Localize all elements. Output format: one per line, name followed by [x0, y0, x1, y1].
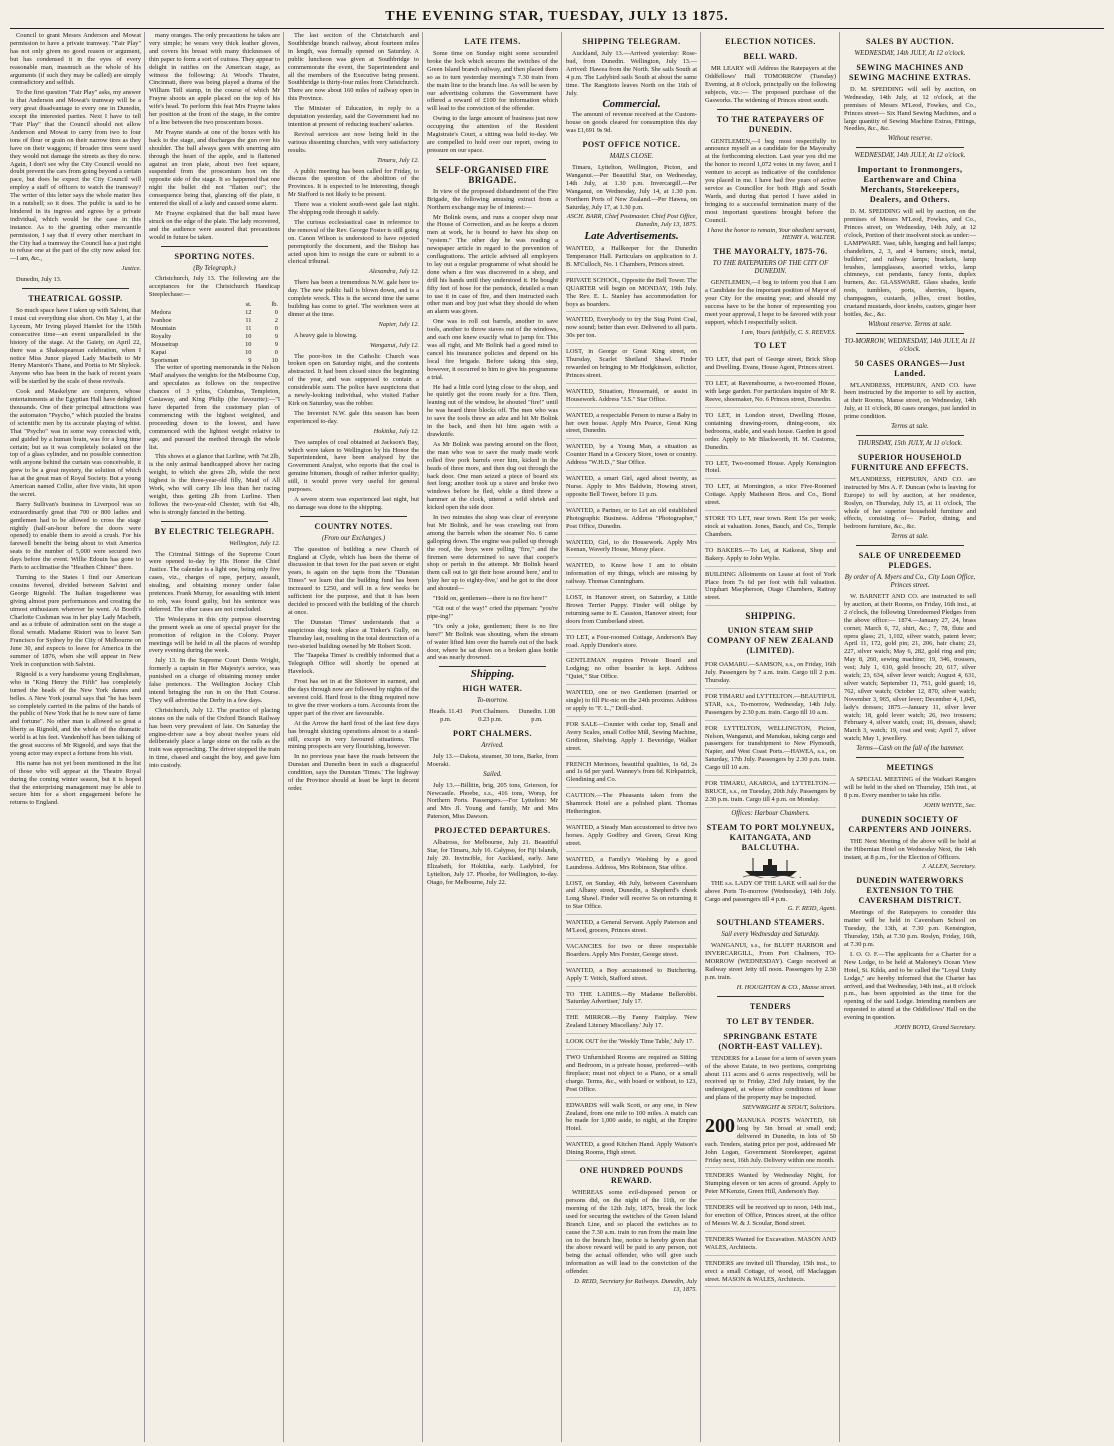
meeting-3-text: Meetings of the Ratepayers to consider this matter will be held in Caversham School on Tuesday, the 13th, at 7.30 p.m. Kensington, Thursday, 15th, at 7.30 p.m. Roslyn, Friday, 16th, at 7.30 p.m.	[844, 909, 976, 948]
divider	[161, 246, 268, 247]
auction-1-heading: SEWING MACHINES AND SEWING MACHINE EXTRAS.	[849, 62, 971, 82]
tide-cell: Dunedin. 1.08 p.m.	[518, 708, 556, 724]
divider	[856, 545, 964, 546]
manuka-number: 200	[705, 1115, 735, 1138]
bell-ward-heading: BELL WARD.	[743, 52, 798, 61]
handicap-cell: 10	[245, 348, 252, 356]
fire-brigade-paragraph: Mr Bolink owns, and runs a cooper shop near the House of Correction, and as he keeps a dozen men at work, he is bound to have his shop on "system." The other day he was reading a newspaper article in regard to the prevention of conflagrations. The article advised all employers to lay out a regular programme of what should be done when a fire was discovered in a shop, and drill his hands until they understood it. He bought fifty feet of hose for the penstock, detailed a man to use it in case of fire, and then instructed each other man and boy just what they should do when an alarm was given.	[427, 213, 558, 316]
theatrical-gossip-heading: THEATRICAL GOSSIP.	[28, 294, 123, 304]
handicap-cell: 11	[245, 317, 252, 324]
meeting-2-heading: DUNEDIN SOCIETY OF CARPENTERS AND JOINERS.	[848, 814, 972, 834]
auction-4-sign: Terms at sale.	[891, 533, 929, 541]
classified-ad: WANTED, a respectable Person to nurse a Baby in her own house. Apply Mrs Pearce, Great King street, Dunedin.	[566, 410, 697, 440]
handicap-row	[149, 309, 280, 317]
auction-3-text: M'LANDRESS, HEPBURN, AND CO. have been instructed by the importer to sell by auction, at their Rooms, Manse street, on Wednesday, 14th July, at 11 o'clock, 80 cases oranges, just landed in prime condition.	[844, 381, 976, 421]
meeting-1-text: A SPECIAL MEETING of the Waikari Rangers will be held in the shed on Thursday, 15th inst., at 8 p.m. Every member to take his rifle.	[844, 776, 976, 799]
handicap-cell: Mousetrap	[151, 340, 179, 348]
divider	[856, 333, 964, 334]
column-6	[705, 32, 840, 1442]
handicap-cell: 9	[274, 332, 278, 340]
sailed-text: July 13.—Billitin, brig, 205 tons, Grierson, for Newcastle. Phoebe, s.s., 416 tons, Worsp, for Northern Ports. Passengers.—For Lyttelton: Mr and Mrs Jl. Young and family, Mr and Mrs Paterson, Miss Dawson.	[427, 781, 558, 821]
handicap-cell: Sportsman	[151, 356, 179, 364]
hokitika-place: Hokitika, July 12.	[373, 427, 419, 435]
auction-4-text: M'LANDRESS, HEPBURN, AND CO. are instructed by Mrs A. F. Duncan (who is leaving for Europe) to sell by auction, at her residence, Roslyn, on Thursday, July 15, at 11 o'clock, The whole of her superior household furniture and effects, consisting of— Parlor, dining, and bedroom furniture, &c., &c.	[844, 475, 976, 531]
news-paragraph: There was a violent south-west gale last night. The shipping rode through it safely.	[288, 201, 419, 217]
ratepayers-text: GENTLEMEN,—I beg most respectfully to announce myself as a candidate for the Mayoralty at the forthcoming election. Last year you did me the honor to record 1,072 votes in my favor, and I venture to accept as indicative of the confidence you placed in me. I have had five years of active service as Councillor for both High and South Wards, and during that period I have aided in bringing to a successful termination many of the most important questions brought before the Council.	[705, 137, 836, 224]
late-items-heading: LATE ITEMS.	[464, 37, 521, 46]
southland-sub: Sail every Wednesday and Saturday.	[721, 931, 820, 939]
gossip-paragraph: Cook and Maskelyne are conjurers, whose entertainments at the Egyptian Hall have delighted thousands. One of their principal attractions was the automaton "Psycho," which puzzled the brains of scientific men by its accurate playing of whist. That "Psycho" was in some way connected with, and guided by a human brain, was for a long time certain; but as it was completely isolated on the top of a glass cylinder, and no possible connection with anyone behind the curtain was conceivable, it grew to be a great mystery, the solution of which has at the great man of Royal Society. But a young American named Collie, after five visits, hit upon the secret.	[10, 388, 141, 498]
shipping-telegram-heading: SHIPPING TELEGRAM.	[582, 37, 681, 46]
classified-ad: WANTED, Situation, Housemaid, or assist in Housework. Address "J.S." Star Office.	[566, 386, 697, 408]
reward-heading: ONE HUNDRED POUNDS REWARD.	[579, 1166, 684, 1186]
timaru-place: Timaru, July 12.	[377, 156, 419, 164]
classified-ad: EDWARDS will walk Scott, or any one, in New Zealand, from one mile to 100 miles. A match can be made for 1,000 aside, to night, at the Empire Hotel.	[566, 1100, 697, 1138]
divider	[161, 521, 268, 522]
springbank-signature: SIEVWRIGHT & STOUT, Solicitors.	[742, 1104, 836, 1112]
tender-ad: TENDERS are invited till Thursday, 15th inst., to erect a small Cottage, of wood, off Maclaggan street. MASON & WALES, Architects.	[705, 1258, 836, 1288]
classified-ad: WANTED, a Hallkeeper for the Dunedin Temperance Hall. Particulars on application to J. B. M'Culloch, No. 1 Chambers, Princes street.	[566, 243, 697, 273]
handicap-header-cell: st.	[245, 301, 252, 309]
reward-text: WHEREAS some evil-disposed person or persons did, on the night of the 11th, or the morning of the 12th July, 1875, break the lock used for securing the switches of the Green Island Branch Line, and so placed the switches as to cause the 7.30 a.m. train to run from the main line on to the branch line, notice is hereby given that the above reward will be paid to any person, not being the actual offender, who will give such information as will lead to the conviction of the offender.	[566, 1189, 697, 1276]
union-steamship-heading: UNION STEAM SHIP COMPANY OF NEW ZEALAND (LIMITED).	[707, 626, 834, 656]
handicap-header-cell	[149, 301, 227, 309]
country-note-paragraph: In no previous year have the roads between the Dunstan and Dunedin been in such a disgraceful condition, says the Dunstan 'Times.' The highway of the Province should at least be kept in decent order.	[288, 753, 419, 792]
auction-5-sign: Terms—Cash on the fall of the hammer.	[856, 745, 964, 753]
classified-ad: TWO Unfurnished Rooms are required as Sitting and Bedroom, in a private house, preferred—with fireplace; must not object to a Piano, or a small charge. Terms, &c., with board or without, to 123, Post Office.	[566, 1052, 697, 1098]
column-1	[10, 32, 145, 1442]
country-note-paragraph: At the Arrow the hard frost of the last few days has brought sluicing operations almost to a stand-still, except in very favoured situations. The mining prospects are very flourishing, however.	[288, 719, 419, 751]
auction-1-sign: Without reserve.	[887, 135, 933, 143]
gossip-continued	[149, 32, 280, 242]
fire-brigade-paragraph: "Git out o' the way!" cried the pipeman: "you're pipe-ing!"	[427, 605, 558, 620]
letter-paragraph: Council to grant Messrs Anderson and Mowat permission to have a private tramway. "Fair Play" has not only given no good reason or argument, but has condensed it in the eyes of every reasonable man, inasmuch as the whole of his arguments (if such they may be called) are simply contradictory and selfish.	[10, 32, 141, 87]
telegraph-body	[149, 551, 280, 770]
handicap-cell: 10	[271, 356, 278, 364]
classified-ad: WANTED, a Steady Man accustomed to drive two horses. Apply Godfrey and Green, Great King street.	[566, 822, 697, 852]
projected-departures-heading: PROJECTED DEPARTURES.	[434, 826, 551, 836]
gossip-paragraph: Mr Frayne stands at one of the boxes with his back to the stage, and discharges the gun over his shoulder. The ball always goes with unerring aim through the heart of the apple, and is flattened against an iron plate, about two feet square, suspended from the proscenium box on the opposite side of the stage. It so happened that one night the bullet did not "flatten out"; the consequence being that, glancing off the plate, it entered the skull of a lady and caused some alarm.	[149, 128, 280, 208]
tenders-heading: TENDERS	[749, 1001, 792, 1011]
letter-signature: Justice.	[121, 265, 141, 273]
fire-brigade-paragraph: As Mr Bolink was pawing around on the floor, the man who was to save the ready made work rolled five pork barrels over him, kicked in the heads of three more, and then dug out through the back door. One man seized a piece of board six feet long; another took up a stave and broke two windows before he fled, while a third threw a hammer at the clock, uttered a wild shriek and kicked open the side door.	[427, 440, 558, 512]
tide-row	[427, 708, 558, 724]
news-paragraph: The curious ecclesiastical case in reference to the removal of the Rev. George Foster is still going on. Canon Wilson is understood to have rejected peremptorily the document, and the Bishop has acted upon him to resign the cure or submit to a clerical tribunal.	[288, 218, 419, 266]
mayoralty-heading: THE MAYORALTY, 1875-76.	[713, 247, 828, 257]
sailing-ad: FOR TIMARU, AKAROA, and LYTTELTON.—BRUCE, s.s., on Tuesday, 20th July. Passengers by 2.30 p.m. train. Cargo till 4 p.m. on Monday.	[705, 778, 836, 808]
auction-2-date: WEDNESDAY, 14th JULY, At 12 o'clock.	[854, 152, 966, 160]
fire-brigade-body	[427, 188, 558, 663]
classified-ad: CAUTION.—The Pheasants taken from the Shamrock Hotel are a polished plant. Thomas Hetherington.	[566, 790, 697, 820]
handicap-row	[149, 341, 280, 349]
tide-cell: Port Chalmers. 0.23 p.m.	[471, 708, 510, 724]
letter-paragraph: To the first question "Fair Play" asks, my answer is that Anderson and Mowat's tramway will be a very great disadvantage to every one in Dunedin, except the interested parties. Next I have to tell "Fair Play" that the Council should not allow Anderson and Mowat to carry from two to four tons of flour or grain on their narrow tires as they have on their waggons; if broader tires were used they would not damage the streets as they do now. Again, I don't see why the City Council would no doubt prevent the cars from going beyond a certain pace, but does he expect the City Council will employ a staff of officers to watch the tramway? The writer of this letter says the whole matter lies in a nutshell; so it does. The public is said to be hindered in its ingress and egress by a private individual, which would be the case in this instance. As to the granting other mercantile permission, I say that if every other merchant in the City had a tramway the Council has a just right to refuse one at the part of the city now asked for.—I am, &c.,	[10, 89, 141, 263]
telegraph-heading: BY ELECTRIC TELEGRAPH.	[154, 526, 275, 536]
classified-ad: WANTED, Girl, to do Housework. Apply Mrs Keenan, Waverly House, Moray place.	[566, 537, 697, 559]
classified-ad: WANTED, a General Servant. Apply Paterson and M'Leod, grocers, Princes street.	[566, 917, 697, 939]
post-office-heading: POST OFFICE NOTICE.	[582, 140, 681, 150]
projected-departures-text: Albatross, for Melbourne, July 21. Beautiful Star, for Timaru, July 16. Calypso, for Fiji Islands, July 20. Invincible, for Auckland, early. Jane Elizabeth, for Hokitika, early. Ladybird, for Lyttelton, July 17. Phoebe, for Wellington, to-day. Otago, for Melbourne, July 22.	[427, 839, 558, 886]
meeting-1-sign: JOHN WHYTE, Sec.	[923, 801, 976, 809]
tide-table	[427, 708, 558, 724]
to-let-ad: TO LET, at Ravensbourne, a two-roomed House, with large garden. For particulars inquire of Mr R. Reeve, shoemaker, No. 6 Princes street, Dunedin.	[705, 378, 836, 408]
springbank-heading: SPRINGBANK ESTATE (NORTH-EAST VALLEY).	[718, 1031, 823, 1051]
to-let-ad: TO LET, that part of George street, Brick Shop and Dwelling. Evans, House Agent, Princes street.	[705, 354, 836, 376]
handicap-header-row	[149, 301, 280, 309]
tender-ads-list	[705, 1170, 836, 1287]
classified-ad: WANTED, Everybody to try the Stag Point Coal, now sound; better than ever. Delivered to all parts. 30s per ton.	[566, 314, 697, 344]
shipping-telegram-text: Auckland, July 13.—Arrived yesterday: Rose-bud, from Dunedin. Wellington, July 13.—Arrived: Hawea from the North. She sails South at 4 p.m. The Ladybird sails South at about the same time. The Rangitoto leaves North on the 16th of July.	[566, 50, 697, 97]
news-paragraph: There has been a tremendous N.W. gale here to-day. The new public hall is blown down, and is a complete wreck. This is the second time the same building has come to grief. The workmen were at dinner at the time.	[288, 279, 419, 318]
southland-heading: SOUTHLAND STEAMERS.	[716, 918, 825, 928]
column-5	[566, 32, 701, 1442]
reward-signature: D. REID, Secretary for Railways. Dunedin, July 13, 1875.	[574, 1278, 697, 1293]
handicap-cell: Medora	[151, 309, 171, 317]
handicap-cell: 0	[274, 348, 278, 356]
classified-ad: PRIVATE SCHOOL, Opposite the Bell Tower. The QUARTER will begin on MONDAY, 19th July. The Rev. E. L. Stanley has accommodation for boys as boarders.	[566, 275, 697, 313]
ratepayers-signature: I have the honor to remain, Your obedient servant, HENRY A. WALTER.	[707, 226, 836, 242]
hokitika-body	[288, 439, 419, 512]
fire-brigade-paragraph: "Hold on, gentlemen—there is no fire here!"	[433, 595, 547, 603]
classified-ad: FOR SALE—Counter with cedar top, Small and Avery Scales, small Coffee Mill, Sewing Machine, Gridiron, Shelving. Apply J. Beveridge, Walker street.	[566, 719, 697, 757]
country-note-paragraph: The Dunstan 'Times' understands that a suspicious dog took place at Tinker's Gully, on Thursday last, resulting in the total destruction of a two-storied building owned by Mr Robert Scott.	[288, 618, 419, 650]
alexandra-place: Alexandra, July 12.	[368, 268, 419, 276]
to-let-heading: TO LET	[754, 341, 787, 351]
handicap-table	[149, 301, 280, 364]
classified-ad: WANTED, a good Kitchen Hand. Apply Watson's Dining Rooms, High street.	[566, 1139, 697, 1161]
late-ads-list	[566, 243, 697, 1161]
country-note-paragraph: The question of building a new Church of England at Clyde, which has been the theme of discussion in that town for the past seven or eight years, is again on the tapis from the "Dunstan Times" we learn that the building fund has been increased to £250, and will in a few weeks be sufficient for the purpose, and that it has been decided to proceed with the building of the church at once.	[288, 545, 419, 616]
sailing-ad: FOR OAMARU.—SAMSON, s.s., on Friday, 16th July. Passengers by 7 a.m. train. Cargo till 2 p.m. Thursday.	[705, 659, 836, 689]
mayoralty-text: GENTLEMEN,—I beg to inform you that I am a Candidate for the important position of Mayor of your City for the ensuing year; and should my success have to be the honor of representing you meet your approval, I hope to be favored with your support, which I respectfully solicit.	[705, 279, 836, 326]
letter-body	[10, 32, 141, 263]
classified-ad: LOOK OUT for the 'Weekly Time Table,' July 17.	[566, 1036, 697, 1050]
meeting-2-sign: J. ALLEN, Secretary.	[922, 863, 976, 871]
shipping-heading-2: SHIPPING.	[745, 611, 796, 622]
auctions-heading: SALES BY AUCTION.	[865, 37, 954, 46]
telegraph-paragraph: Revival services are now being held in the various dissenting churches, with very satisfactory results.	[288, 130, 419, 154]
country-notes-heading: COUNTRY NOTES.	[314, 521, 393, 531]
arrived-text: July 13.—Dakota, steamer, 30 tons, Barke, from Moeraki.	[427, 752, 558, 768]
masthead	[10, 6, 1104, 29]
sailing-ad: FOR LYTTELTON, WELLINGTON, Picton, Nelson, Wanganui, and Manukau, taking cargo and passengers for transhipment to New Plymouth, Napier, and West Coast Ports.—HAWEA, s.s., on Saturday, 17th July. Passengers by 2.30 p.m. train. Cargo till 10 a.m.	[705, 723, 836, 776]
to-let-list	[705, 354, 836, 606]
handicap-cell: 11	[245, 324, 252, 332]
gossip-paragraph: Turning to the States I find our American cousins fevered, divided between Salvini and George Rignold. The Italian tragedienne was giving almost pure performances and creating the utmost enthusiasm wherever he went. At Booth's Charlotte Cushman was in her play Lady Macbeth, and as a tribute of admiration sent on the stage a floral wreath. Madame Ristori was to leave San Francisco for Sydney by the City of Melbourne on June 30, and expects to leave for America in the summer of 1876, when she will appear in New York in conjunction with Salvini.	[10, 574, 141, 668]
sporting-notes-heading: SPORTING NOTES.	[174, 251, 255, 261]
classified-ad: LOST, on Sunday, 4th July, between Caversham and Albany street, Dunedin, a Shepherd's cheek Long Shawl. Finder will receive 5s on returning it to Star Office.	[566, 878, 697, 916]
divider	[717, 109, 824, 110]
telegraph-continued	[288, 32, 419, 155]
election-notices-heading: ELECTION NOTICES.	[725, 37, 816, 46]
gossip-paragraph: many oranges. The only precautions he takes are very simple; he wears very thick leather gloves, and covers his breast with many thicknesses of thin paper to form a sort of cuirass. They appear to delight in ratifies on the American stage, as witness the following: At Wood's Theatre, Cincinnati, there was being played a drama of the William Tell stamp, in the course of which Mr Frayne shoots an apple placed on the top of his wife's head. To perform this feat Mrs Frayne takes her position at the front of the stage, in the centre of a line between the two proscenium boxes.	[149, 32, 280, 126]
telegraph-paragraph: Christchurch, July 12. The practice of placing stones on the rails of the Oxford Branch Railway has been very prevalent of late. On Saturday the engine-driver saw a boy about twelve years old deliberately place a large stone on the rails as the train was approaching. The driver stopped the train in time, chased and caught the boy, and gave him into custody.	[149, 706, 280, 770]
shipping-heading: Shipping.	[470, 668, 515, 681]
handicap-cell: Ivanhoe	[151, 317, 172, 324]
letter-place: Dunedin, July 13.	[16, 276, 62, 284]
gossip-paragraph: So much space have I taken up with Salvini, that I must cut everything else short. On May 1, at the Lyceum, Mr Irving played Hamlet for the 150th consecutive time—an event unparalleled in the history of the stage. At the Gaiety, on April 22, there was a Shakespearean celebration, when I notice Miss Junor played Lady Macbeth to Mr Henry Marston's Thane, and Portia to Mr Shylock. Anyone who has been in the back of recent years will be startled by the scale of these revivals.	[10, 307, 141, 386]
union-steamship-list	[705, 659, 836, 808]
country-note-paragraph: Frost has set in at the Shotover in earnest, and the days through now are followed by nights of the severest cold. Hard frost is the thing required now to give the river workers a turn. Accounts from the upper part of the river are favourable.	[288, 678, 419, 717]
classified-ad: GENTLEMAN requires Private Board and Lodging; no other boarder is kept. Address "Quiet," Star Office.	[566, 655, 697, 685]
classified-ad: WANTED, a Partner, or to Let an old established Photographic Business. Address "Photographer," Post Office, Dunedin.	[566, 505, 697, 535]
gossip-paragraph: Rignold is a very handsome young Englishman, who in "King Henry the Fifth" has completely turned the heads of the New York dames and belles. A New York journal says that "he has been so completely carried in the palms of the hands of the public of New York that he is now sure of fame and fortune". No other man is allowed so great a liberty as Rignold, and the whole of the dramatic world is at his feet. Vandenhoff has been talking of the great success of Mr Rignold, and says that the young actor may expect a fortune from his visit.	[10, 670, 141, 757]
classified-ad: WANTED, to Know how I am to obtain information of my things, which are missing by railway. Thomas Cunningham.	[566, 560, 697, 590]
telegraph-place: Wellington, July 12.	[229, 539, 280, 547]
high-water-sub: To-morrow.	[476, 697, 509, 705]
gossip-paragraph: Barry Sullivan's business in Liverpool was so extraordinarily great that 700 or 800 ladies and gentlemen had to be allowed to cross the stage nightly (half-an-hour before the doors were opened) to enable them to avoid a crush. For his farewell benefit the being about to visit America seats to the number of 5,000 were secured two days before the event. Willie Edouin has gone to Paris to acclimatise the "Heathen Chinee" there.	[10, 500, 141, 572]
sporting-paragraph: The writer of sporting memoranda in the Nelson 'Mail' analyses the weights for the Melbourne Cup, and speculates as follows on the respective chances of 3 yrlins, Columbus, Templeton, Castaway, and King Philip (the favourite):—"I have departed from the customary plan of commencing with the highest weighted, and proceeding down to the lowest, and have commenced with the lightest weight relative to age, and pursued the method through the whole list.	[149, 364, 280, 451]
auction-1-date: WEDNESDAY, 14th JULY, At 12 o'clock.	[854, 50, 966, 57]
sailed-heading: Sailed.	[483, 770, 502, 778]
timaru-body	[288, 168, 419, 267]
auction-1-text: D. M. SPEDDING will sell by auction, on Wednesday, 14th July, at 12 o'clock, at the premises of Messrs M'Leod, Fowkes, and Co., Princes street— Six Hand Sewing Machines, and a large quantity of Sewing Machine Extras, Fittings, Needles, &c., &c.	[844, 85, 976, 133]
newspaper-title: THE EVENING STAR, TUESDAY, JULY 13 1875.	[385, 9, 729, 24]
mails-close-heading: MAILS CLOSE.	[609, 153, 654, 161]
handicap-row	[149, 325, 280, 333]
news-paragraph: Two samples of coal obtained at Jackson's Bay, which were taken to Wellington by his Honor the Superintendent, have been analysed by the Government Analyst, who reports that the coal is genuine bitumen, though of rather inferior quality; still, it would prove very useful for general purposes.	[288, 438, 419, 494]
sailing-ad: FOR TIMARU and LYTTELTON.—BEAUTIFUL STAR, s.s., To-morrow, Wednesday, 14th July. Passengers by 2.30 p.m. train. Cargo till 10 a.m.	[705, 691, 836, 721]
to-let-ad: TO LET, in London street, Dwelling House, containing drawing-room, dining-room, six bedrooms, stable, and wash house. Garden in good order. Apply to Mr Blackworth, H. M. Customs, Dunedin.	[705, 410, 836, 456]
mayoralty-signature: I am, Yours faithfully, C. S. REEVES.	[741, 328, 836, 336]
to-let-ad: TO BAKERS.—To Let, at Kaikorai, Shop and Bakery. Apply to John Wylie.	[705, 545, 836, 567]
union-office: Offices: Harbour Chambers.	[731, 809, 810, 817]
auction-3-heading: 50 CASES ORANGES—Just Landed.	[854, 358, 966, 378]
meetings-heading: MEETINGS	[886, 763, 934, 773]
high-water-heading: HIGH WATER.	[462, 684, 523, 694]
handicap-cell: 10	[245, 332, 252, 340]
southland-text: WANGANUI, s.s., for BLUFF HARBOR and INVERCARGILL, From Port Chalmers, TO-MORROW (WEDNESDAY). Cargo received at Railway street Jetty till noon. Passengers by 2.30 p.m. train.	[705, 942, 836, 981]
wanganui-place: Wanganui, July 12.	[369, 341, 419, 349]
country-note-paragraph: The 'Taapeka Times' is credibly informed that a Telegraph Office will shortly be opened at Havelock.	[288, 652, 419, 676]
fire-brigade-paragraph: He had a little cord lying close to the shop, and he quietly got the room ready for a fire. Then, leaning out of the window, he shouted "fire!" until he was heard three blocks off. The men who was to save the tools threw an adze and hit Mr Bolink in the back, and then hit him again with a drawknife.	[427, 383, 558, 438]
sporting-byline: (By Telegraph.)	[193, 264, 236, 272]
fire-brigade-paragraph: "It's only a joke, gentlemen; there is no fire here!" Mr Bolink was shouting, when the stream of water lifted him over the barrels out of the back door, where he sat down on a broken glass bottle and was nearly drowned.	[427, 622, 558, 662]
telegraph-paragraph: The Criminal Sittings of the Supreme Court were opened to-day by His Honor the Chief Justice. The calendar is a light one, being only five cases, viz., charges of rape, perjury, assault, stealing, and obtaining money under false pretences. Frank Murray, for assaulting with intent to rob, was found guilty, but his sentence was deferred. The other cases are not concluded.	[149, 550, 280, 613]
fire-brigade-paragraph: One was to roll out barrels, another to save tools, another to throw staves out of the windows, and each one knew exactly what to jump for. This was all right, and Mr Bolink had a good mind to cancel his insurance policies and depend on his local fire brigade. Before taking this step, however, it occurred to him to give his programme a trial.	[427, 318, 558, 381]
handicap-cell: Royalty	[151, 332, 172, 340]
news-paragraph: A severe storm was experienced last night, but no damage was done to the shipping.	[288, 495, 419, 511]
fire-brigade-heading: SELF-ORGANISED FIRE BRIGADE.	[435, 164, 550, 185]
column-3	[288, 32, 423, 1442]
late-items-body	[427, 50, 558, 155]
news-paragraph: The poor-box in the Catholic Church was broken open on Saturday night, and the contents abstracted. It had been closed since the beginning of the year, and was supposed to contain a considerable sum. The police have suspicions that a newly-looking individual, who visited Father Kirk on Saturday, was the robber.	[288, 352, 419, 407]
classified-ad: LOST, in Hanover street, on Saturday, a Little Brown Terrier Puppy. Finder will oblige by returning same to E. Causton, Hanover street; four doors from Cumberland street.	[566, 592, 697, 630]
napier-place: Napier, July 12.	[378, 320, 419, 328]
port-chalmers-heading: PORT CHALMERS.	[452, 728, 533, 738]
divider	[856, 757, 964, 758]
auction-2-sign: Without reserve. Terms at sale.	[868, 320, 952, 328]
commercial-heading: Commercial.	[602, 98, 661, 111]
auction-5-heading: SALE OF UNREDEEMED PLEDGES.	[858, 551, 962, 571]
southland-signature: H. HOUGHTON & CO., Manse street.	[736, 983, 836, 991]
auction-2-heading: Important to Ironmongers, Earthenware and China Merchants, Storekeepers, Dealers, and Others.	[857, 165, 963, 205]
to-let-by-tender-heading: TO LET BY TENDER.	[726, 1016, 815, 1026]
tide-cell: Heads. 11.43 p.m.	[429, 708, 463, 724]
columns	[10, 32, 1106, 1442]
country-notes-body	[288, 546, 419, 793]
handicap-cell: 0	[274, 324, 278, 332]
molyneux-signature: G. F. REID, Agent.	[787, 905, 836, 913]
country-notes-byline: (From our Exchanges.)	[321, 534, 386, 542]
arrived-heading: Arrived.	[481, 741, 504, 749]
handicap-row	[149, 317, 280, 325]
handicap-cell: 12	[245, 309, 252, 317]
classified-ad: WANTED, one or two Gentlemen (married or single) to fill Pic-nic on the 24th proximo. Address or apply to "F. L.," Drill-shed.	[566, 687, 697, 717]
sporting-intro: Christchurch, July 13. The following are the acceptances for the Christchurch Handicap Steeplechase:—	[149, 275, 280, 299]
handicap-cell: 2	[274, 317, 278, 324]
divider	[856, 435, 964, 436]
tender-ad: TENDERS Wanted for Excavation. MASON AND WALES, Architects.	[705, 1234, 836, 1256]
molyneux-heading: STEAM TO PORT MOLYNEUX, KAITANGATA, AND BALCLUTHA.	[706, 822, 835, 852]
gossip-paragraph: His name has not yet been mentioned in the list of those who will appear at the Theatre Royal during the coming winter season, but it is hoped that the enterprising management may be able to secure him for a short engagement before he returns to England.	[10, 759, 141, 807]
handicap-cell: 9	[248, 356, 252, 364]
manuka-text: MANUKA POSTS WANTED, 6ft long by 5in broad at small end; delivered in Dunedin, in lots of 50 each. Tenders, stating price per post, addressed Mr John Logan, Government Storekeeper, against Friday next, 16th July. Delivery within one month.	[705, 1117, 836, 1164]
column-7	[844, 32, 979, 1442]
tender-ad: TENDERS will be received up to noon, 14th inst., for erection of Office, Princes street, at the office of Messrs W. & J. Scoular, Bond street.	[705, 1202, 836, 1232]
column-2	[149, 32, 284, 1442]
to-let-ad: STORE TO LET, near town. Rent 15s per week; stock at valuation. Jones, Bauch, and Co., Temple Chambers.	[705, 513, 836, 543]
manuka-posts-ad	[705, 1115, 836, 1168]
ratepayers-heading: TO THE RATEPAYERS OF DUNEDIN.	[716, 114, 825, 134]
column-4	[427, 32, 562, 1442]
telegraph-paragraph: July 13. In the Supreme Court Denis Wright, formerly a captain in Her Majesty's service, was punished on a charge of obtaining money under false pretences. The Wellington Jockey Club intend bringing the run in on the Hutt Course. They will advertise the Derby in a few days.	[149, 657, 280, 704]
auction-4-date: THURSDAY, 15th JULY, At 11 o'clock.	[857, 440, 963, 447]
wanganui-body	[288, 353, 419, 426]
classified-ad: WANTED, by a Young Man, a situation as Counter Hand in a Grocery Store, town or country. Address "W.H.D.," Star Office.	[566, 441, 697, 471]
classified-ad: VACANCIES for two or three respectable Boarders. Apply Mrs Forster, George street.	[566, 941, 697, 963]
meeting-4-text: I. O. O. F.—The applicants for a Charter for a New Lodge, to be held at Maloney's Ocean View Hotel, St. Kilda, and to be called the "Loyal Unity Lodge," are hereby informed that the Charter has arrived, and that Wednesday, 14th inst., at 8 o'clock p.m., has been appointed as the time for the opening of the said Lodge. Intending members are requested to attend at the Oddfellows' Hall on the evening in question.	[844, 950, 976, 1022]
divider	[439, 159, 546, 160]
late-item-paragraph: Some time on Sunday night some scoundrel broke the lock which secures the switches of the Green Island branch railway, and then placed them so as to turn yesterday morning's 7.30 train from the main line to the branch line. As will be seen by our advertising columns the Government have offered a reward of £100 for information which will lead to the conviction of the offender.	[427, 50, 558, 113]
sporting-body	[149, 364, 280, 516]
handicap-row	[149, 333, 280, 341]
handicap-cell: 9	[274, 340, 278, 348]
telegraph-paragraph: The Wesleyans in this city purpose observing the present week as one of special prayer for the promotion of religion in the Colony. Prayer meetings will be held in all the places of worship every evening during the week.	[149, 615, 280, 655]
sporting-paragraph: This shows at a glance that Lurline, with 7st 2lb, is the only animal handicapped above her racing weight, to which she gives 2lb, while the next highest is the three-year-old filly, Maid of All Work, who will carry 1lb less than her racing weight, thus getting 2lb from Lurline. Then follows the two-year-old Chester, with 6st 4lb, who is strongly fancied in the betting.	[149, 453, 280, 516]
classified-ad: FRENCH Merinoes, beautiful qualities, 1s 6d, 2s and 1s 6d per yard. Wanney's from 6d. Kirkpatrick, Glendining and Co.	[566, 759, 697, 789]
news-paragraph: A public meeting has been called for Friday, to discuss the question of the abolition of the Provinces. It is expected to be interesting, though Mr Stafford is not likely to be present.	[288, 167, 419, 199]
to-let-ad: TO LET, at Mornington, a nice Five-Roomed Cottage. Apply Matheson Bros. and Co., Bond street.	[705, 481, 836, 511]
auction-5-text: W. BARNETT AND CO. are instructed to sell by auction, at their Rooms, on Friday, 16th inst., at 2 o'clock, the following Unredeemed Pledges from the above office:— 1874.—January 27, 24, brass cornet; March 6, 72, shirt, &c.; 7, 78, flute and opera glass; 21, 1,102, silver watch, patent lever; April 11, 172, gold pin; 21, 206, hair chain; 23, 227, silver watch; May 6, 282, gold ring and pin; May 8, 260, sewing machine; 19, 346, trousers, vest; July 1, 610, gold brooch; 20, 617, silver watch; 23, 634, silver lever watch; August 4, 631, silver watch; September 11, 751, gold guard; 16, 762, silver watch; October 12, 870, silver watch; November 3, 965, silver lever; December 4, 1,045, lady's dresses; 1875.—January 11, silver lever watch; 18, gold lever watch; 26, two trousers; February 4, silver watch, coat; 16, dresses, shawl; March 3, watch; 19, coat and vest; April 7, silver watch; May 1, jewellery.	[844, 592, 976, 743]
to-let-ad: TO LET, Two-roomed House. Apply Kensington Hotel.	[705, 458, 836, 480]
meeting-3-heading: DUNEDIN WATERWORKS EXTENSION TO THE CAVERSHAM DISTRICT.	[856, 876, 964, 906]
springbank-text: TENDERS for a Lease for a term of seven years of the above Estate, in two portions, comprising about 111 acres and 6 acres respectively, will be received up to Friday, 23rd July instant, by the undersigned, at whose office conditions of lease and plans of the property may be inspected.	[705, 1054, 836, 1102]
handicap-header-cell: lb.	[271, 301, 278, 309]
handicap-cell: Kapai	[151, 348, 167, 356]
post-office-signature: ASCH. BARR, Chief Postmaster. Chief Post Office, Dunedin, July 13, 1875.	[566, 213, 697, 229]
molyneux-text: THE s.s. LADY OF THE LAKE will sail for the above Ports To-morrow (Wednesday), 14th July. Cargo and passengers till 4 p.m.	[705, 879, 836, 903]
handicap-row	[149, 357, 280, 365]
theatrical-gossip-body	[10, 307, 141, 807]
news-paragraph: The Inverstet N.W. gale this season has been experienced to-day.	[288, 409, 419, 425]
gossip-paragraph: Mr Frayne explained that the ball must have struck on the edge of the plate. The lady recovered, and the audience were assured that precautions would in future be taken.	[149, 209, 281, 241]
divider	[22, 288, 129, 289]
classified-ad: LOST, in George or Great King street, on Thursday, Scarlet Shetland Shawl. Finder rewarded on bringing to Mr Hodgkinson, solicitor, Princes street.	[566, 346, 697, 384]
late-ads-heading: Late Advertisements.	[584, 230, 679, 243]
handicap-row	[149, 349, 280, 357]
telegraph-paragraph: The Minister of Education, in reply to a deputation yesterday, said the Government had no intention at present of reducing teachers' salaries.	[288, 105, 419, 128]
commercial-text: The amount of revenue received at the Custom-house on goods cleared for consumption this day was £1,691 9s 9d.	[566, 111, 697, 135]
bell-ward-text: MR LEARY will Address the Ratepayers at the Oddfellows' Hall TOMORROW (Tuesday) Evening, at 8 o'clock, principally on the following subjects, viz.:— The proposed purchase of the Gasworks. The widening of Princes street south.	[705, 65, 836, 104]
handicap-cell: Mountain	[151, 324, 176, 332]
news-paragraph: A heavy gale is blowing.	[294, 331, 358, 339]
classified-ad: WANTED, a Boy accustomed to Butchering. Apply T. Veitch, Stafford street.	[566, 965, 697, 987]
to-let-ad: BUILDING Allotments on Lease at foot of York Place from 7s 6d per foot with full valuation. Urquhart Macpherson, Otago Chambers, Rattray street.	[705, 569, 836, 607]
handicap-cell: 0	[274, 309, 278, 317]
auction-4-heading: SUPERIOR HOUSEHOLD FURNITURE AND EFFECTS.	[851, 452, 969, 472]
alexandra-body	[288, 279, 419, 319]
classified-ad: WANTED, a smart Girl, aged about twenty, as Nurse. Apply to Mrs Baldwin, Howing street, opposite Bell Tower, before 11 p.m.	[566, 473, 697, 503]
fire-brigade-paragraph: In view of the proposed disbandment of the Fire Brigade, the following amusing extract from a Northern exchange may be of interest:—	[427, 187, 558, 211]
auction-3-sign: Terms at sale.	[891, 423, 929, 431]
steamship-icon	[741, 856, 801, 878]
meeting-4-sign: JOHN BOYD, Grand Secretary.	[894, 1024, 976, 1032]
classified-ad: WANTED, a Family's Washing by a good Laundress. Address, Mrs Robinson, Star office.	[566, 854, 697, 876]
auction-3-date: TO-MORROW, WEDNESDAY, 14th JULY, At 11 o'clock.	[844, 337, 976, 353]
late-item-paragraph: Owing to the large amount of business just now occupying the attention of the Resident Magistrate's Court, a sitting was held to-day. We are compelled to hold over our report, owing to pressure on our space.	[427, 115, 558, 154]
fire-brigade-paragraph: In two minutes the shop was clear of everyone but Mr Bolink, and he was crawling out from among the barrels when the steamer No. 6 came galloping down. The engine was pulled up through the roof, the boys were yelling "fire," and the firemen were determined to save that cooper's shop or perish in the attempt. Mr Bolink heard them call out to 'git their hose around here,' and to 'play her up to eighty-five,' and he got to the door and shouted—	[427, 514, 558, 593]
auction-2-text: D. M. SPEDDING will sell by auction, on the premises of Messrs M'Leod, Fowkes, and Co., Princes street, on Wednesday, 14th July, at 12 o'clock, Portion of their insolvent stock as under:— LAMPWARE. Vase, table, hanging and hall lamps; chandeliers, 2, 3, and 4 burners; stock, metal, builders', and railway lamps; brackets, lamp brushes, lampglasses, assorted wicks, lamp chimneys, cut pendants, fancy fonts, duplex burners, &c. GLASSWARE. Glass shades, knife rests, tumblers, ports, sherries, liquers, champagnes, custards, jellies, cruet bottles, cruetand mustards, door knobs, castors, ginger beer bottles, &c., &c.	[844, 208, 976, 318]
mayoralty-sub: TO THE RATEPAYERS OF THE CITY OF DUNEDIN.	[712, 260, 829, 276]
handicap-cell: 10	[245, 340, 252, 348]
telegraph-paragraph: The last section of the Christchurch and Southbridge branch railway, about fourteen miles in length, was formally opened on Saturday. A public luncheon was given at Southbridge to commemorate the event, the Superintendent and all the members of the Executive being present. Southbridge is thirty-four miles from Christchurch. There are now about 160 miles of railway open in this Province.	[288, 32, 419, 103]
classified-ad: TO LET, a Four-roomed Cottage, Anderson's Bay road. Apply Dundon's store.	[566, 632, 697, 654]
post-office-text: Timaru, Lyttelton, Wellington, Picton, and Wanganui.—Per Beautiful Star, on Wednesday, 14th July, at 1.30 p.m. Invercargill.—Per Wanganui, on Wednesday, July 14, at 1.30 p.m. Northern Ports of New Zealand.—Per Hawea, on Saturday, July 17, at 1.30 p.m.	[566, 163, 697, 211]
auction-5-sub: By order of A. Myers and Co., City Loan Office, Princes street.	[844, 574, 976, 590]
divider	[439, 666, 546, 667]
classified-ad: TO THE LADIES.—By Madame Bellerobbi. 'Saturday Advertiser,' July 17.	[566, 989, 697, 1011]
classified-ad: THE MIRROR.—By Fanny Fairplay. 'New Zealand Literary Miscellany.' July 17.	[566, 1012, 697, 1034]
divider	[856, 147, 964, 148]
napier-body	[288, 332, 419, 340]
meeting-2-text: THE Next Meeting of the above will be held at the Hibernian Hotel on Wednesday Next, the 14th instant, at 8 p.m., for the Election of Officers.	[844, 837, 976, 861]
divider	[300, 516, 407, 517]
divider	[717, 996, 824, 997]
tender-ad: TENDERS Wanted by Wednesday Night, for Stumping eleven or ten acres of ground. Apply to Peter M'Kenzie, Green Hill, Anderson's Bay.	[705, 1170, 836, 1200]
